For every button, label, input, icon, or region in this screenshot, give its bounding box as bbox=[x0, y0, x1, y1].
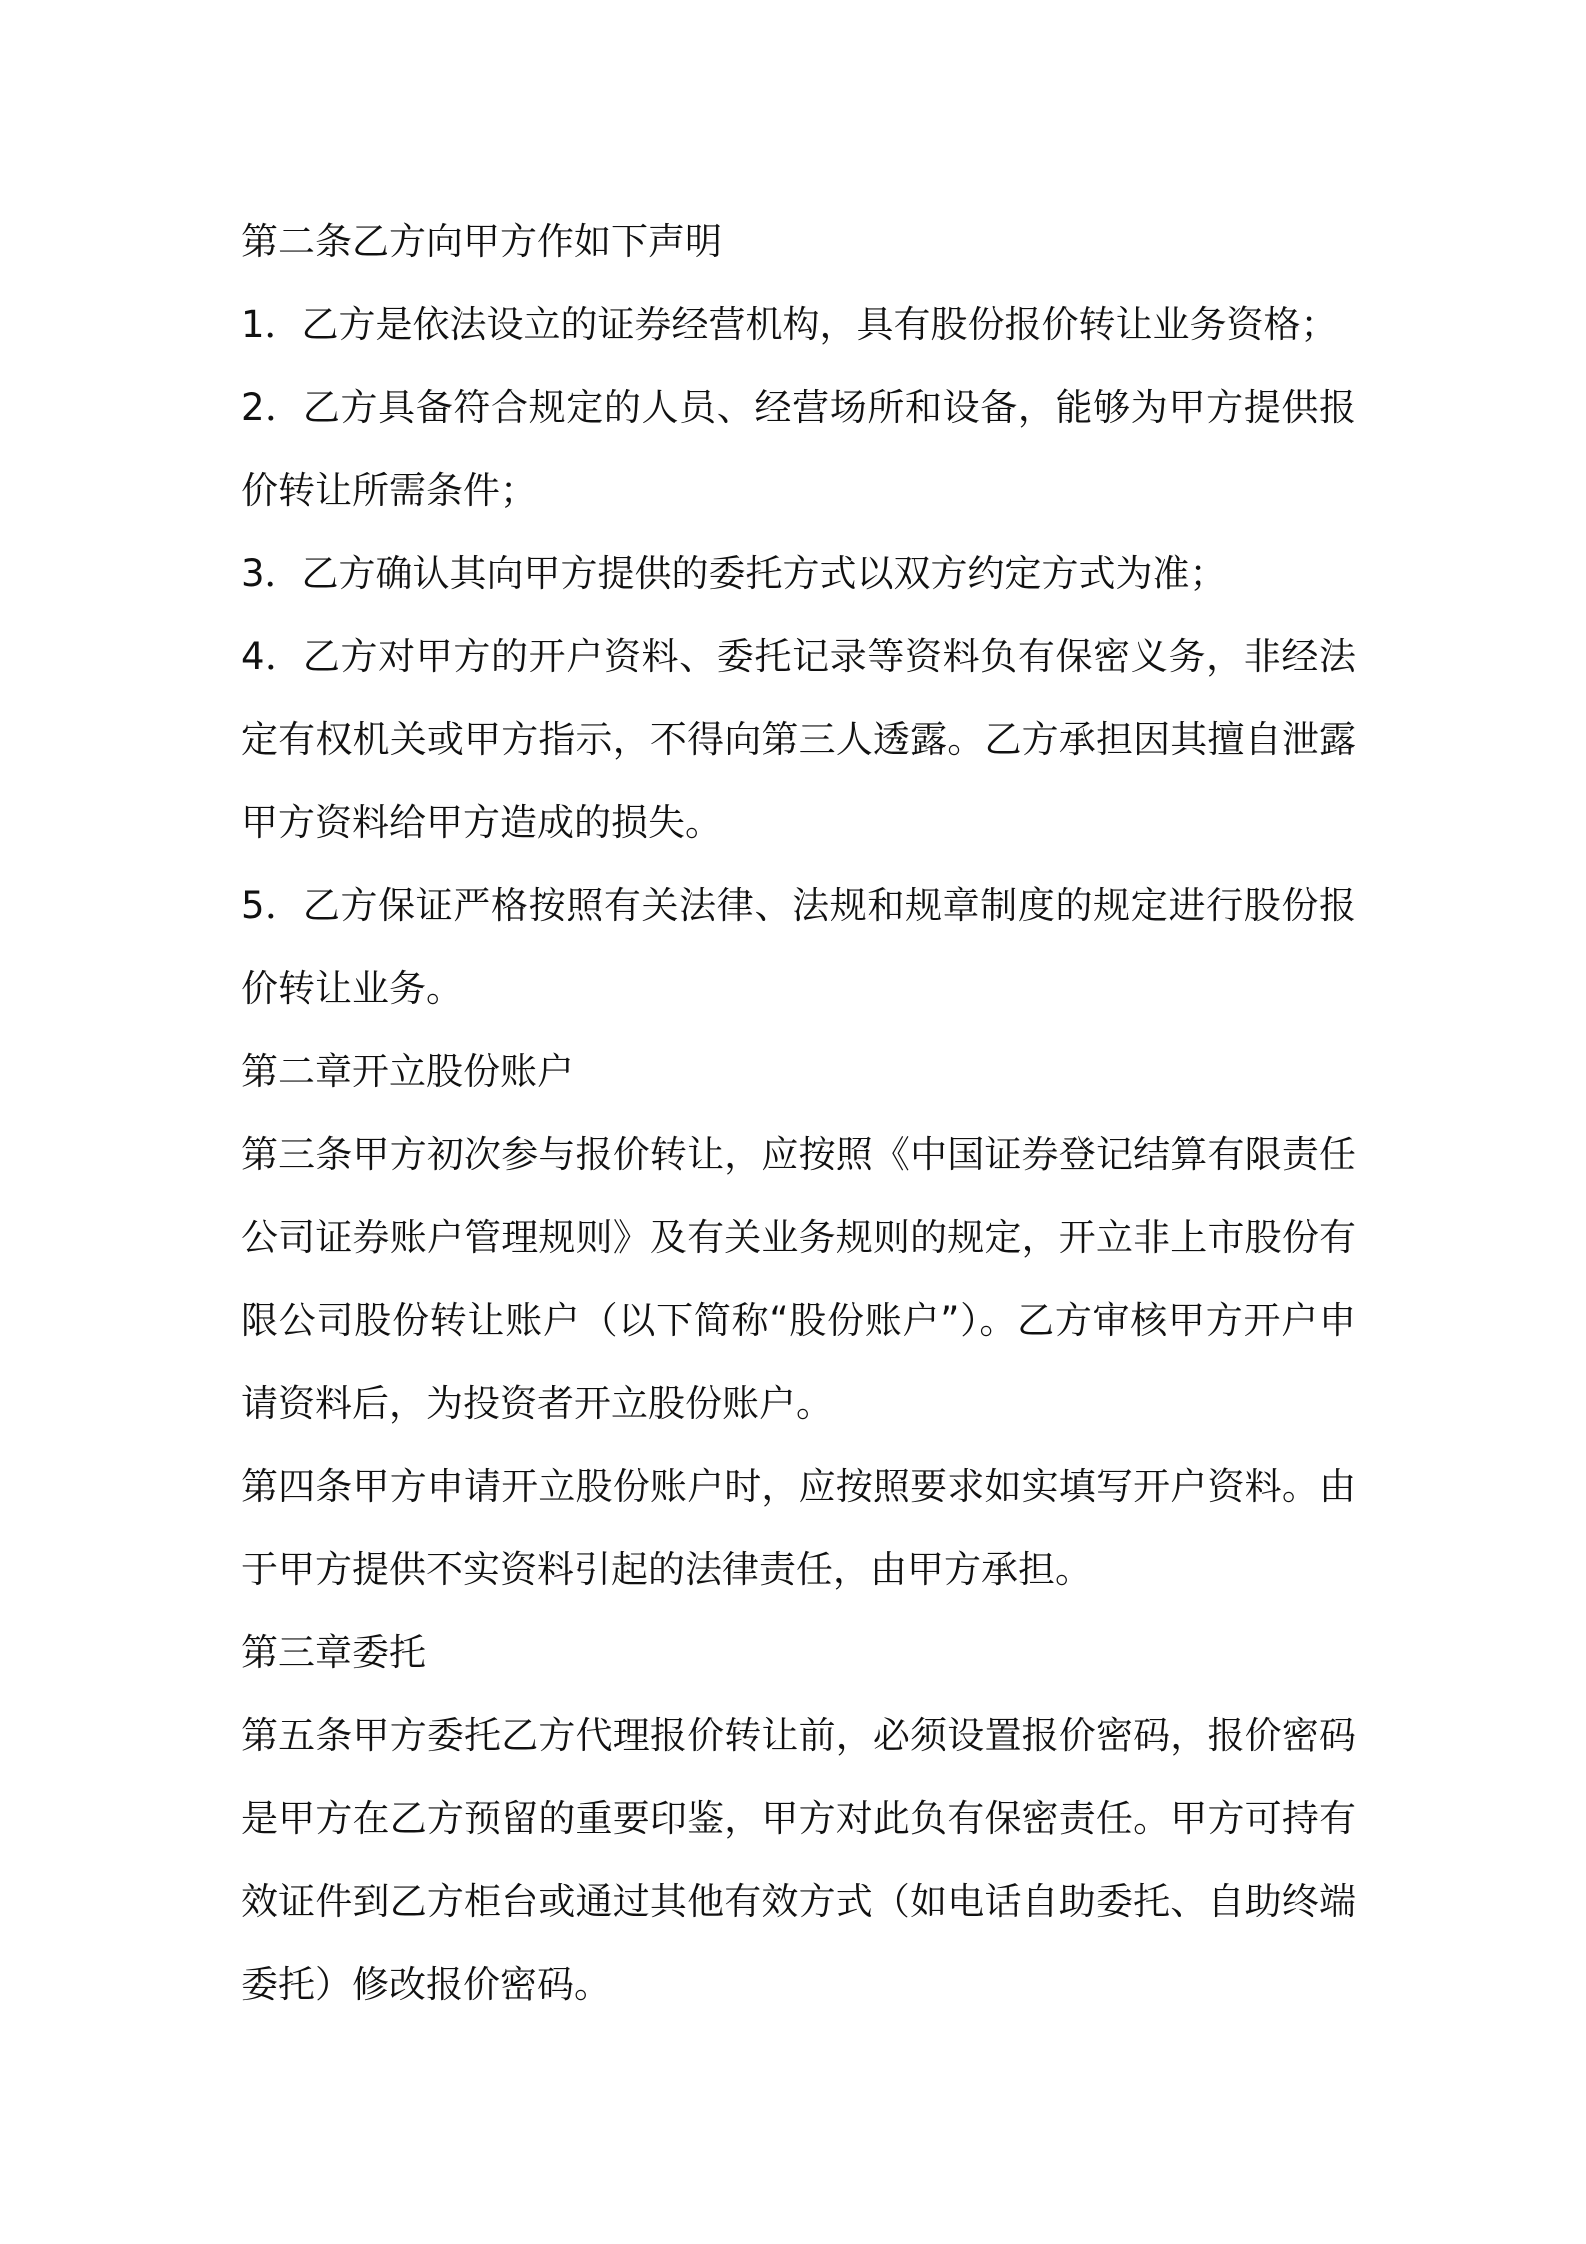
chapter-3-heading: 第三章委托 bbox=[241, 1631, 426, 1674]
clause-2-1: 1．乙方是依法设立的证券经营机构，具有股份报价转让业务资格； bbox=[241, 303, 1338, 346]
article-2-heading: 第二条乙方向甲方作如下声明 bbox=[241, 220, 722, 263]
clause-2-4: 4．乙方对甲方的开户资料、委托记录等资料负有保密义务，非经法定有权机关或甲方指示，不得向第三人透露。乙方承担因其擅自泄露甲方资料给甲方造成的损失。 bbox=[241, 635, 1356, 844]
article-3: 第三条甲方初次参与报价转让，应按照《中国证券登记结算有限责任公司证券账户管理规则》及有关业务规则的规定，开立非上市股份有限公司股份转让账户（以下简称“股份账户”）。乙方审核甲方开户申请资料后，为投资者开立股份账户。 bbox=[241, 1133, 1356, 1425]
article-5: 第五条甲方委托乙方代理报价转让前，必须设置报价密码，报价密码是甲方在乙方预留的重要印鉴，甲方对此负有保密责任。甲方可持有效证件到乙方柜台或通过其他有效方式（如电话自助委托、自助终端委托）修改报价密码。 bbox=[241, 1714, 1356, 2006]
document-body bbox=[241, 200, 1356, 2026]
clause-2-2: 2．乙方具备符合规定的人员、经营场所和设备，能够为甲方提供报价转让所需条件； bbox=[241, 386, 1356, 512]
clause-2-5: 5．乙方保证严格按照有关法律、法规和规章制度的规定进行股份报价转让业务。 bbox=[241, 884, 1356, 1010]
article-4: 第四条甲方申请开立股份账户时，应按照要求如实填写开户资料。由于甲方提供不实资料引起的法律责任，由甲方承担。 bbox=[241, 1465, 1356, 1591]
chapter-2-heading: 第二章开立股份账户 bbox=[241, 1050, 574, 1093]
clause-2-3: 3．乙方确认其向甲方提供的委托方式以双方约定方式为准； bbox=[241, 552, 1227, 595]
